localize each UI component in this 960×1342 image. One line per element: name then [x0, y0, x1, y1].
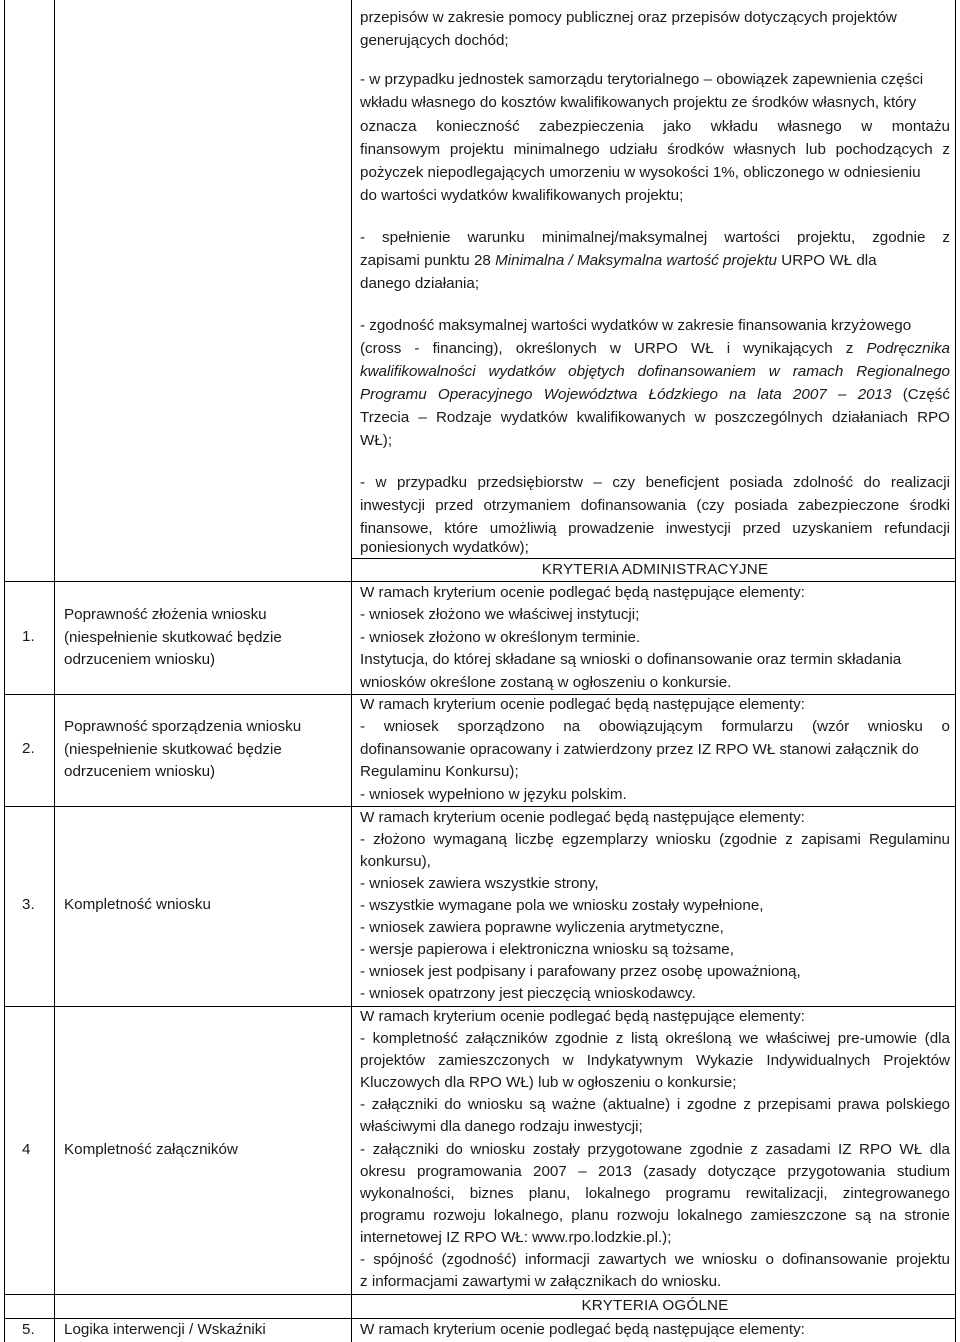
intro-paragraph-line: - spełnienie warunku minimalnej/maksymalnej wartości projektu, zgodnie z — [360, 229, 950, 246]
intro-paragraph-line: oznacza konieczność zabezpieczenia jako wkładu własnego w montażu — [360, 118, 950, 135]
table-border-left — [4, 0, 5, 1342]
intro-line: przepisów w zakresie pomocy publicznej oraz przepisów dotyczących projektów — [360, 9, 897, 26]
criterion-name: (niespełnienie skutkować będzie — [64, 741, 282, 758]
table-border-crit-col — [351, 0, 352, 1342]
criterion-desc-line: - spójność (zgodność) informacji zawartych we wniosku o dofinansowanie projektu — [360, 1251, 950, 1268]
criterion-name: Poprawność złożenia wniosku — [64, 606, 267, 623]
intro-paragraph-line: finansowe, które umożliwią prowadzenie inwestycji przed uzyskaniem refundacji — [360, 520, 950, 537]
criterion-name: odrzuceniem wniosku) — [64, 763, 216, 780]
intro-paragraph-line: - zgodność maksymalnej wartości wydatków w zakresie finansowania krzyżowego — [360, 317, 912, 334]
criterion-desc-line: projektów zamieszczonych w Indykatywnym Wykazie Indywidualnych Projektów — [360, 1052, 950, 1069]
criterion-desc-line: - wszystkie wymagane pola we wniosku zostały wypełnione, — [360, 897, 764, 914]
criterion-desc-line: - wniosek zawiera wszystkie strony, — [360, 875, 599, 892]
criterion-name: Logika interwencji / Wskaźniki — [64, 1321, 266, 1338]
intro-paragraph-line: (cross - financing), określonych w URPO WŁ i wynikających z Podręcznika — [360, 340, 950, 357]
criterion-desc-line: - kompletność załączników zgodnie z listą określoną we właściwej pre-umowie (dla — [360, 1030, 950, 1047]
criterion-desc-line: - załączniki do wniosku są ważne (aktualne) i zgodne z przepisami prawa polskiego — [360, 1096, 950, 1113]
intro-paragraph-line: pożyczek niepodlegających umorzeniu w wysokości 1%, obliczonego w odniesieniu — [360, 164, 921, 181]
intro-paragraph-line: finansowym projektu minimalnego udziału środków własnych lub pochodzących z — [360, 141, 950, 158]
intro-paragraph-line: poniesionych wydatków); — [360, 539, 529, 556]
criterion-desc-line: - złożono wymaganą liczbę egzemplarzy wniosku (zgodnie z zapisami Regulaminu — [360, 831, 950, 848]
section-header-general: KRYTERIA OGÓLNE — [581, 1297, 729, 1314]
criterion-desc-line: konkursu), — [360, 853, 431, 870]
criterion-name: odrzuceniem wniosku) — [64, 651, 216, 668]
criterion-desc-line: dofinansowanie opracowany i zatwierdzony przez IZ RPO WŁ stanowi załącznik do — [360, 741, 919, 758]
criterion-name: Kompletność załączników — [64, 1141, 238, 1158]
intro-paragraph-line: kwalifikowalności wydatków objętych dofinansowaniem w ramach Regionalnego — [360, 363, 950, 380]
criterion-desc-line: - wniosek wypełniono w języku polskim. — [360, 786, 627, 803]
criterion-desc-line: W ramach kryterium ocenie podlegać będą następujące elementy: — [360, 696, 805, 713]
criterion-desc-line: W ramach kryterium ocenie podlegać będą następujące elementy: — [360, 809, 805, 826]
row-number: 5. — [22, 1321, 35, 1338]
criterion-desc-line: - wniosek złożono we właściwej instytucji; — [360, 606, 640, 623]
row-number: 3. — [22, 896, 35, 913]
criterion-desc-line: Kluczowych dla RPO WŁ) lub w ogłoszeniu o konkursie; — [360, 1074, 737, 1091]
row-number: 1. — [22, 628, 35, 645]
intro-paragraph-line: Programu Operacyjnego Województwa Łódzkiego na lata 2007 – 2013 (Część — [360, 386, 950, 403]
criterion-desc-line: - wniosek sporządzono na obowiązującym formularzu (wzór wniosku o — [360, 718, 950, 735]
row-number: 2. — [22, 740, 35, 757]
criterion-name: Kompletność wniosku — [64, 896, 211, 913]
criterion-desc-line: - wniosek złożono w określonym terminie. — [360, 629, 641, 646]
intro-paragraph-line: do wartości wydatków kwalifikowanych projektu; — [360, 187, 684, 204]
criterion-desc-line: z informacjami zawartymi w załącznikach do wniosku. — [360, 1273, 722, 1290]
criterion-desc-line: - wniosek jest podpisany i parafowany przez osobę upoważnioną, — [360, 963, 801, 980]
intro-paragraph-line: danego działania; — [360, 275, 480, 292]
criterion-desc-line: internetowej IZ RPO WŁ: www.rpo.lodzkie.pl.); — [360, 1229, 672, 1246]
intro-paragraph-line: inwestycji przed otrzymaniem dofinansowania (czy posiada zabezpieczone środki — [360, 497, 950, 514]
intro-paragraph-line: zapisami punktu 28 Minimalna / Maksymalna wartość projektu URPO WŁ dla — [360, 252, 877, 269]
criterion-name: (niespełnienie skutkować będzie — [64, 629, 282, 646]
criterion-name: Poprawność sporządzenia wniosku — [64, 718, 302, 735]
table-border-num-col — [54, 0, 55, 1342]
intro-line: generujących dochód; — [360, 32, 509, 49]
intro-paragraph-line: Trzecia – Rodzaje wydatków kwalifikowanych w poszczególnych działaniach RPO — [360, 409, 950, 426]
criterion-desc-line: - wniosek zawiera poprawne wyliczenia arytmetyczne, — [360, 919, 724, 936]
intro-paragraph-line: - w przypadku jednostek samorządu terytorialnego – obowiązek zapewnienia części — [360, 71, 924, 88]
criterion-desc-line: właściwymi dla danego rodzaju inwestycji; — [360, 1118, 643, 1135]
criterion-desc-line: W ramach kryterium ocenie podlegać będą następujące elementy: — [360, 1321, 805, 1338]
criterion-desc-line: okresu programowania 2007 – 2013 (zasady dotyczące przygotowania studium — [360, 1163, 950, 1180]
table-border-right — [955, 0, 956, 1342]
intro-paragraph-line: - w przypadku przedsiębiorstw – czy beneficjent posiada zdolność do realizacji — [360, 474, 950, 491]
criterion-desc-line: - wniosek opatrzony jest pieczęcią wnioskodawcy. — [360, 985, 696, 1002]
criterion-desc-line: wniosków określone zostaną w ogłoszeniu o konkursie. — [360, 674, 732, 691]
intro-paragraph-line: wkładu własnego do kosztów kwalifikowanych projektu ze środków własnych, który — [360, 94, 917, 111]
intro-paragraph-line: WŁ); — [360, 432, 393, 449]
section-header-admin: KRYTERIA ADMINISTRACYJNE — [541, 561, 769, 578]
criterion-desc-line: - wersje papierowa i elektroniczna wniosku są tożsame, — [360, 941, 734, 958]
criterion-desc-line: W ramach kryterium ocenie podlegać będą następujące elementy: — [360, 1008, 805, 1025]
criterion-desc-line: W ramach kryterium ocenie podlegać będą następujące elementy: — [360, 584, 805, 601]
criterion-desc-line: Regulaminu Konkursu); — [360, 763, 519, 780]
row-number: 4 — [22, 1141, 31, 1158]
criterion-desc-line: programu rozwoju lokalnego, planu rozwoju lokalnego zamieszczone są na stronie — [360, 1207, 950, 1224]
criterion-desc-line: Instytucja, do której składane są wnioski o dofinansowanie oraz termin składania — [360, 651, 902, 668]
criterion-desc-line: - załączniki do wniosku zostały przygotowane zgodnie z zasadami IZ RPO WŁ dla — [360, 1141, 950, 1158]
criterion-desc-line: wykonalności, biznes planu, lokalnego programu rewitalizacji, zintegrowanego — [360, 1185, 950, 1202]
